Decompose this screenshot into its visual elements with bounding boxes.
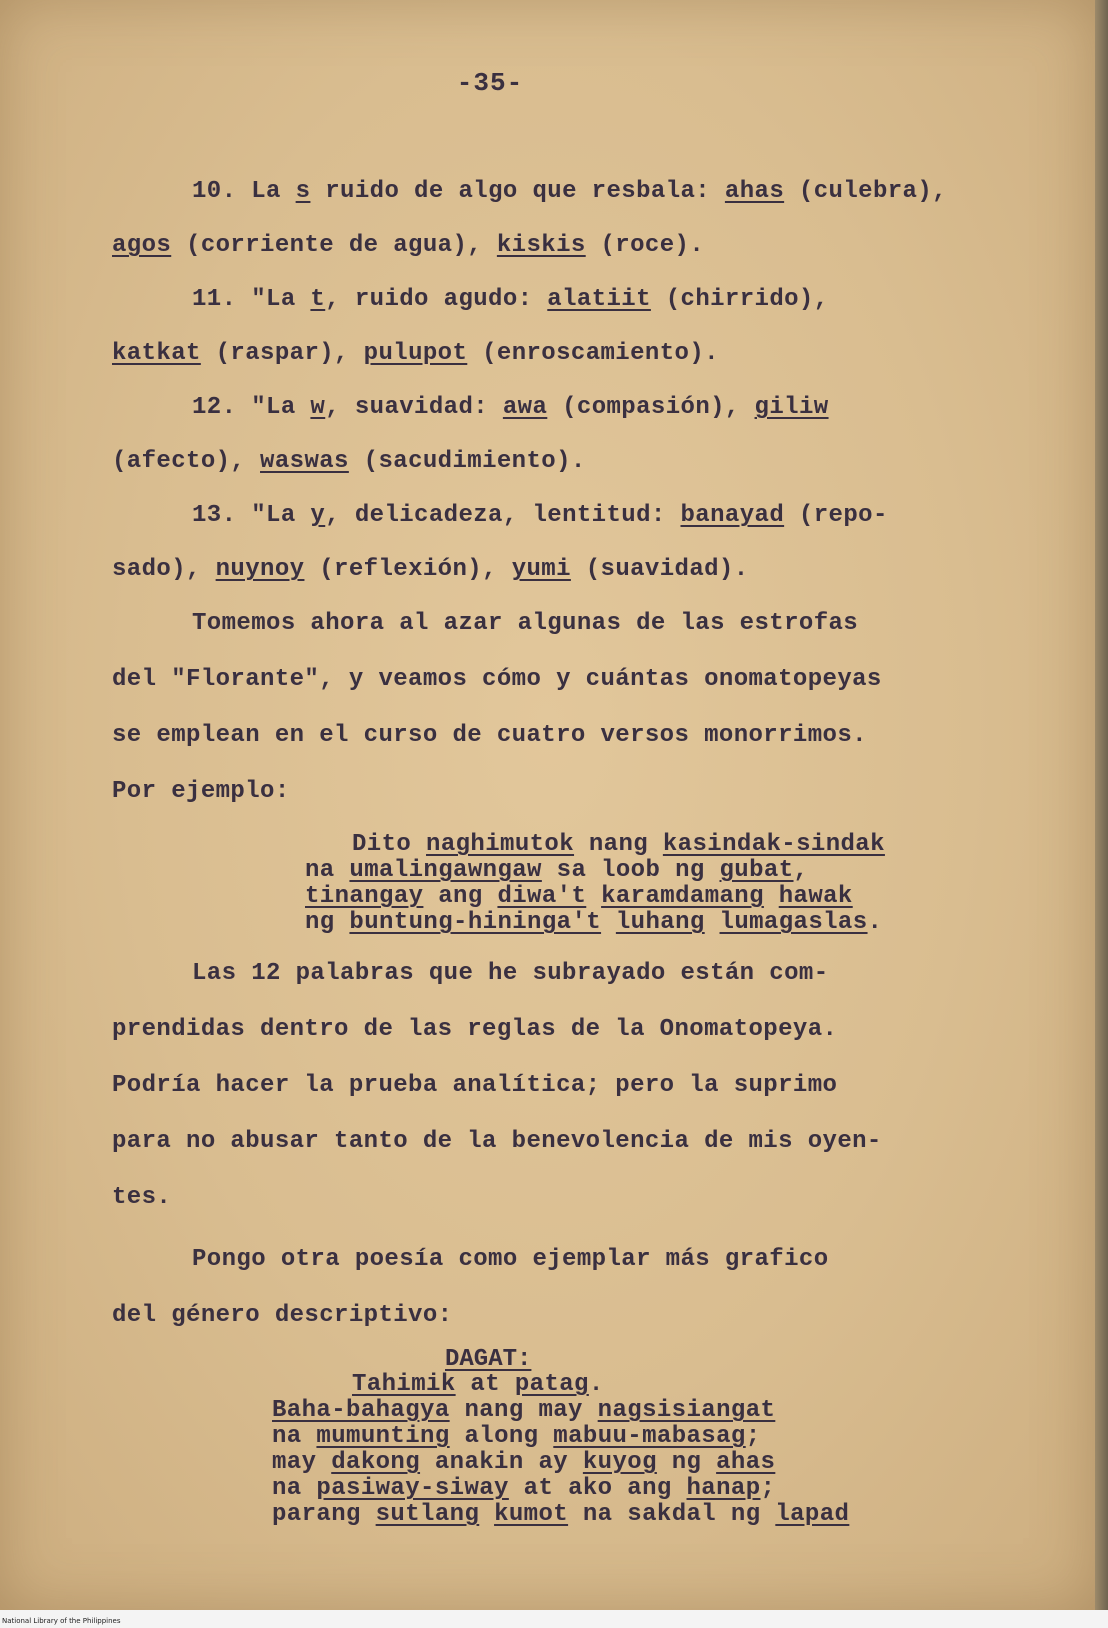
prose-line [112,722,867,749]
prose-line [192,502,888,529]
text-segment: (enroscamiento). [467,340,719,367]
underlined-word: hanap [686,1475,761,1502]
underlined-word: ahas [716,1449,776,1476]
prose-line [112,1128,882,1155]
underlined-word: lapad [775,1501,850,1528]
text-segment: Pongo otra poesía como ejemplar más grafico [192,1246,829,1273]
text-segment: (raspar), [200,340,364,367]
text-segment: , ruido agudo: [325,286,548,313]
text-segment: at ako ang [508,1475,687,1502]
text-segment: ng [305,909,350,936]
underlined-word: s [295,178,311,205]
text-segment: ; [745,1423,761,1450]
text-segment: at [455,1371,515,1398]
poem-line [272,1502,849,1528]
poem-line [272,1424,761,1450]
quote-line [305,910,882,936]
text-segment: 12. "La [192,394,311,421]
prose-line [192,286,829,313]
underlined-word: kuyog [582,1449,657,1476]
underlined-word: umalingawngaw [349,857,542,884]
text-segment: Las 12 palabras que he subrayado están com- [192,960,829,987]
text-segment [764,883,779,910]
prose-line [112,232,704,259]
text-segment: sa loob ng [541,857,720,884]
underlined-word: giliw [754,394,829,421]
underlined-word: y [310,502,326,529]
text-segment: 10. La [192,178,296,205]
underlined-word: kiskis [496,232,586,259]
text-segment: Tomemos ahora al azar algunas de las estrofas [192,610,859,637]
underlined-word: karamdamang [601,883,764,910]
text-segment: se emplean en el curso de cuatro versos monorrimos. [112,722,867,749]
quote-line [305,884,853,910]
underlined-word: Baha-bahagya [272,1397,450,1424]
text-segment: na [272,1423,317,1450]
underlined-word: naghimutok [426,831,575,858]
text-segment: 11. "La [192,286,311,313]
text-segment: (compasión), [547,394,755,421]
underlined-word: pulupot [363,340,468,367]
text-segment: may [272,1449,332,1476]
quote-line [305,858,808,884]
text-segment: ruido de algo que resbala: [310,178,725,205]
text-segment: ang [423,883,498,910]
text-segment [601,909,616,936]
text-segment [586,883,601,910]
text-segment: (suavidad). [570,556,749,583]
prose-line [112,448,586,475]
text-segment: (roce). [585,232,705,259]
underlined-word: pasiway-siway [316,1475,509,1502]
poem-line [352,1372,604,1398]
prose-line [112,778,290,805]
prose-line [112,1016,837,1043]
underlined-word: nuynoy [215,556,305,583]
prose-line [112,1072,837,1099]
underlined-word: gubat [719,857,794,884]
footer-credit: National Library of the Philippines [2,1617,121,1625]
underlined-word: ahas [724,178,785,205]
underlined-word: Tahimik [352,1371,456,1398]
underlined-word: dakong [331,1449,421,1476]
text-segment: Dito [352,831,427,858]
text-segment: (sacudimiento). [348,448,586,475]
underlined-word: mabuu-mabasag [553,1423,746,1450]
prose-line [192,1246,829,1273]
underlined-word: diwa't [497,883,587,910]
poem-line [272,1476,775,1502]
underlined-word: luhang [615,909,705,936]
text-segment: tes. [112,1184,172,1211]
prose-line [112,340,719,367]
prose-line [112,666,882,693]
prose-line [192,960,829,987]
underlined-word: banayad [680,502,785,529]
text-segment: (afecto), [112,448,261,475]
text-segment: . [867,909,883,936]
underlined-word: katkat [112,340,201,367]
text-segment: del "Florante", y veamos cómo y cuántas onomatopeyas [112,666,882,693]
underlined-word: buntung-hininga't [349,909,602,936]
scan-edge [1095,0,1108,1628]
prose-line [192,394,829,421]
page-number: -35- [456,68,524,98]
underlined-word: lumagaslas [719,909,868,936]
scan-footer-strip [0,1610,1108,1628]
text-segment: (culebra), [784,178,947,205]
text-segment: na sakdal ng [568,1501,776,1528]
text-segment: nang may [449,1397,598,1424]
underlined-word: sutlang [375,1501,480,1528]
text-segment: (chirrido), [650,286,829,313]
text-segment: , delicadeza, lentitud: [325,502,681,529]
underlined-word: waswas [260,448,349,475]
text-segment: na [272,1475,317,1502]
text-segment: (reflexión), [304,556,512,583]
prose-line [112,1302,452,1329]
underlined-word: w [310,394,326,421]
underlined-word: t [310,286,326,313]
prose-line [112,1184,171,1211]
underlined-word: mumunting [316,1423,450,1450]
underlined-word: patag [514,1371,589,1398]
text-segment: na [305,857,350,884]
poem-line [272,1398,775,1424]
text-segment: 13. "La [192,502,311,529]
text-segment: Podría hacer la prueba analítica; pero la suprimo [112,1072,838,1099]
underlined-word: yumi [511,556,571,583]
underlined-word: kasindak-sindak [662,831,885,858]
text-segment: , [793,857,809,884]
text-segment: del género descriptivo: [112,1302,453,1329]
underlined-word: awa [502,394,548,421]
text-segment: parang [272,1501,376,1528]
quote-line [352,832,885,858]
text-segment: ng [656,1449,717,1476]
text-segment [479,1501,494,1528]
underlined-word: kumot [494,1501,569,1528]
text-segment: along [449,1423,554,1450]
text-segment: , suavidad: [325,394,503,421]
text-segment: (corriente de agua), [171,232,497,259]
underlined-word: tinangay [305,883,424,910]
prose-line [112,556,749,583]
text-segment: ; [760,1475,776,1502]
text-segment: . [588,1371,604,1398]
prose-line [192,610,858,637]
text-segment [705,909,720,936]
prose-line [192,178,947,205]
poem-title: DAGAT: [445,1346,532,1373]
underlined-word: hawak [778,883,853,910]
text-segment: para no abusar tanto de la benevolencia de mis oyen- [112,1128,882,1155]
underlined-word: nagsisiangat [597,1397,776,1424]
text-segment: sado), [112,556,216,583]
underlined-word: agos [112,232,172,259]
poem-line [272,1450,775,1476]
text-segment: Por ejemplo: [112,778,290,805]
text-segment: prendidas dentro de las reglas de la Onomatopeya. [112,1016,838,1043]
text-segment: (repo- [784,502,888,529]
text-segment: anakin ay [420,1449,583,1476]
text-segment: nang [574,831,663,858]
underlined-word: alatiit [547,286,651,313]
